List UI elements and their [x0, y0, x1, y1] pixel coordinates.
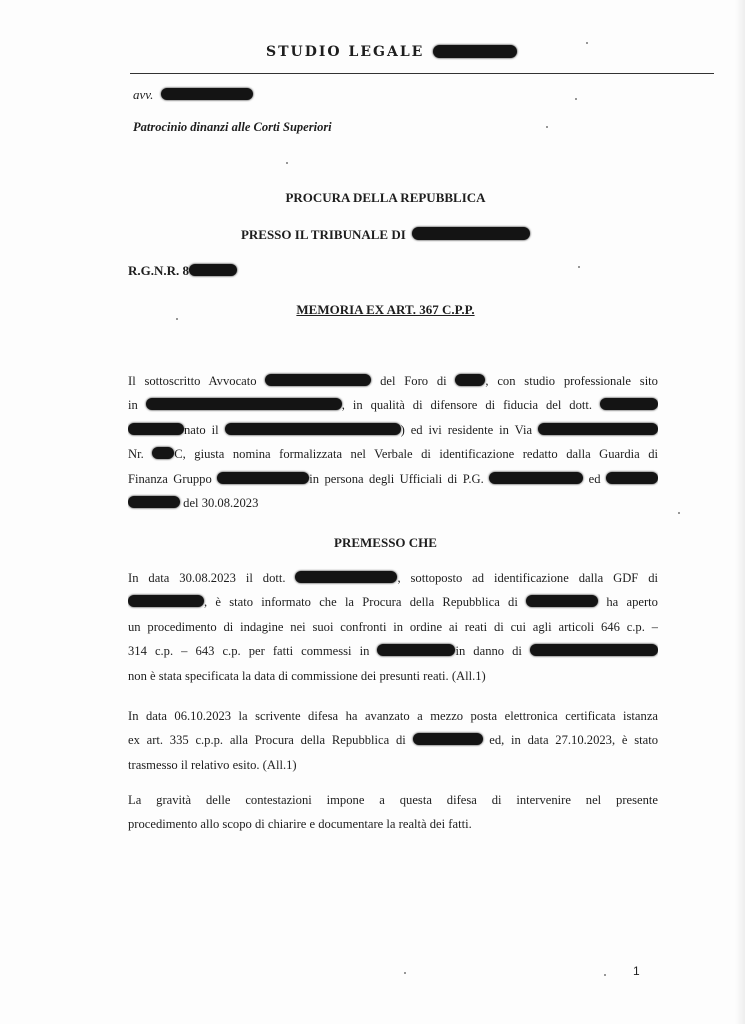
text-run: Finanza Gruppo: [128, 471, 212, 486]
text-line: [128, 369, 658, 393]
text-run: , con studio professionale sito: [485, 374, 658, 388]
text-line: [128, 639, 658, 663]
text-line: trasmesso il relativo esito. (All.1): [128, 757, 297, 772]
letterhead-title: [266, 44, 517, 60]
scan-speck: [575, 98, 577, 100]
text-run: , è stato informato che la Procura della Repubblica di: [204, 595, 518, 610]
text-line: procedimento allo scopo di chiarire e documentare la realtà dei fatti.: [128, 817, 472, 832]
scan-speck: [286, 162, 288, 164]
text-line: [128, 393, 658, 417]
patrocinio-line: Patrocinio dinanzi alle Corti Superiori: [133, 120, 332, 134]
redaction-mark: [455, 374, 485, 386]
redaction-mark: [225, 423, 401, 435]
text-run: 314 c.p. – 643 c.p. per fatti commessi in: [128, 644, 370, 659]
firm-name: STUDIO LEGALE: [266, 44, 425, 60]
text-run: , in qualità di difensore di fiducia del dott.: [341, 398, 593, 413]
premesso-paragraph-2: [128, 704, 658, 777]
text-line: In data 06.10.2023 la scrivente difesa ha avanzato a mezzo posta elettronica certificata istanza: [128, 709, 658, 723]
attorney-prefix: avv.: [133, 87, 154, 102]
text-run: , sottoposto ad identificazione dalla GDF di: [397, 571, 658, 585]
rgnr-line: [128, 263, 237, 279]
text-run: in persona degli Ufficiali di P.G.: [309, 471, 484, 486]
text-run: in danno di: [455, 644, 522, 659]
page-number: 1: [633, 964, 640, 978]
redaction-mark: [530, 644, 658, 656]
premesso-paragraph-3: [128, 788, 658, 837]
memoria-title: MEMORIA EX ART. 367 C.P.P.: [296, 302, 475, 317]
text-line: un procedimento di indagine nei suoi confronti in ordine ai reati di cui agli articoli 646 c.p. –: [128, 619, 658, 634]
text-line: La gravità delle contestazioni impone a questa difesa di intervenire nel presente: [128, 793, 658, 807]
text-line: [128, 442, 658, 466]
intro-paragraph: [128, 369, 658, 515]
text-run: ed, in data 27.10.2023, è stato: [489, 733, 658, 748]
scan-speck: [176, 318, 178, 320]
redaction-mark: [377, 644, 455, 656]
scan-speck: [678, 512, 680, 514]
redaction-mark: [433, 45, 517, 58]
text-run: ) ed ivi residente in Via: [400, 422, 533, 437]
text-run: del 30.08.2023: [183, 495, 259, 510]
text-run: C, giusta nomina formalizzata nel Verbale di identificazione redatto dalla Guardia di: [174, 447, 658, 462]
redaction-mark: [217, 472, 309, 484]
scan-speck: [586, 42, 588, 44]
scan-speck: [604, 974, 606, 976]
text-line: non è stata specificata la data di commissione dei presunti reati. (All.1): [128, 668, 486, 683]
text-run: ed: [588, 471, 601, 486]
tribunale-heading: [13, 227, 745, 243]
procura-heading: PROCURA DELLA REPUBBLICA: [285, 190, 486, 205]
tribunale-label: PRESSO IL TRIBUNALE DI: [240, 227, 406, 242]
text-run: del Foro di: [380, 374, 447, 388]
text-run: in: [128, 398, 138, 413]
text-line: [128, 566, 658, 590]
redaction-mark: [265, 374, 371, 386]
redaction-mark: [161, 88, 253, 100]
redaction-mark: [526, 595, 598, 607]
text-line: [128, 728, 658, 752]
redaction-mark: [128, 496, 180, 508]
letterhead-rule: [130, 73, 714, 74]
redaction-mark: [189, 264, 237, 276]
text-run: Nr.: [128, 447, 144, 462]
text-run: ex art. 335 c.p.p. alla Procura della Repubblica di: [128, 733, 406, 748]
scan-speck: [546, 126, 548, 128]
rgnr-label: R.G.N.R. 8: [128, 263, 190, 278]
redaction-mark: [489, 472, 583, 484]
text-run: ha aperto: [606, 595, 658, 610]
text-line: [128, 467, 658, 491]
text-line: [128, 418, 658, 442]
scan-speck: [578, 266, 580, 268]
redaction-mark: [412, 227, 530, 240]
redaction-mark: [606, 472, 658, 484]
text-run: In data 30.08.2023 il dott.: [128, 571, 286, 585]
scan-edge-shadow: [735, 0, 745, 1024]
redaction-mark: [152, 447, 174, 459]
premesso-heading: PREMESSO CHE: [334, 535, 437, 550]
redaction-mark: [413, 733, 483, 745]
text-run: Il sottoscritto Avvocato: [128, 374, 257, 388]
redaction-mark: [600, 398, 658, 410]
scan-speck: [404, 972, 406, 974]
text-run: nato il: [184, 422, 219, 437]
redaction-mark: [538, 423, 658, 435]
redaction-mark: [295, 571, 397, 583]
redaction-mark: [146, 398, 342, 410]
premesso-paragraph-1: [128, 566, 658, 688]
redaction-mark: [128, 595, 204, 607]
redaction-mark: [128, 423, 184, 435]
text-line: [128, 491, 658, 515]
text-line: [128, 590, 658, 614]
attorney-line: [133, 87, 253, 103]
